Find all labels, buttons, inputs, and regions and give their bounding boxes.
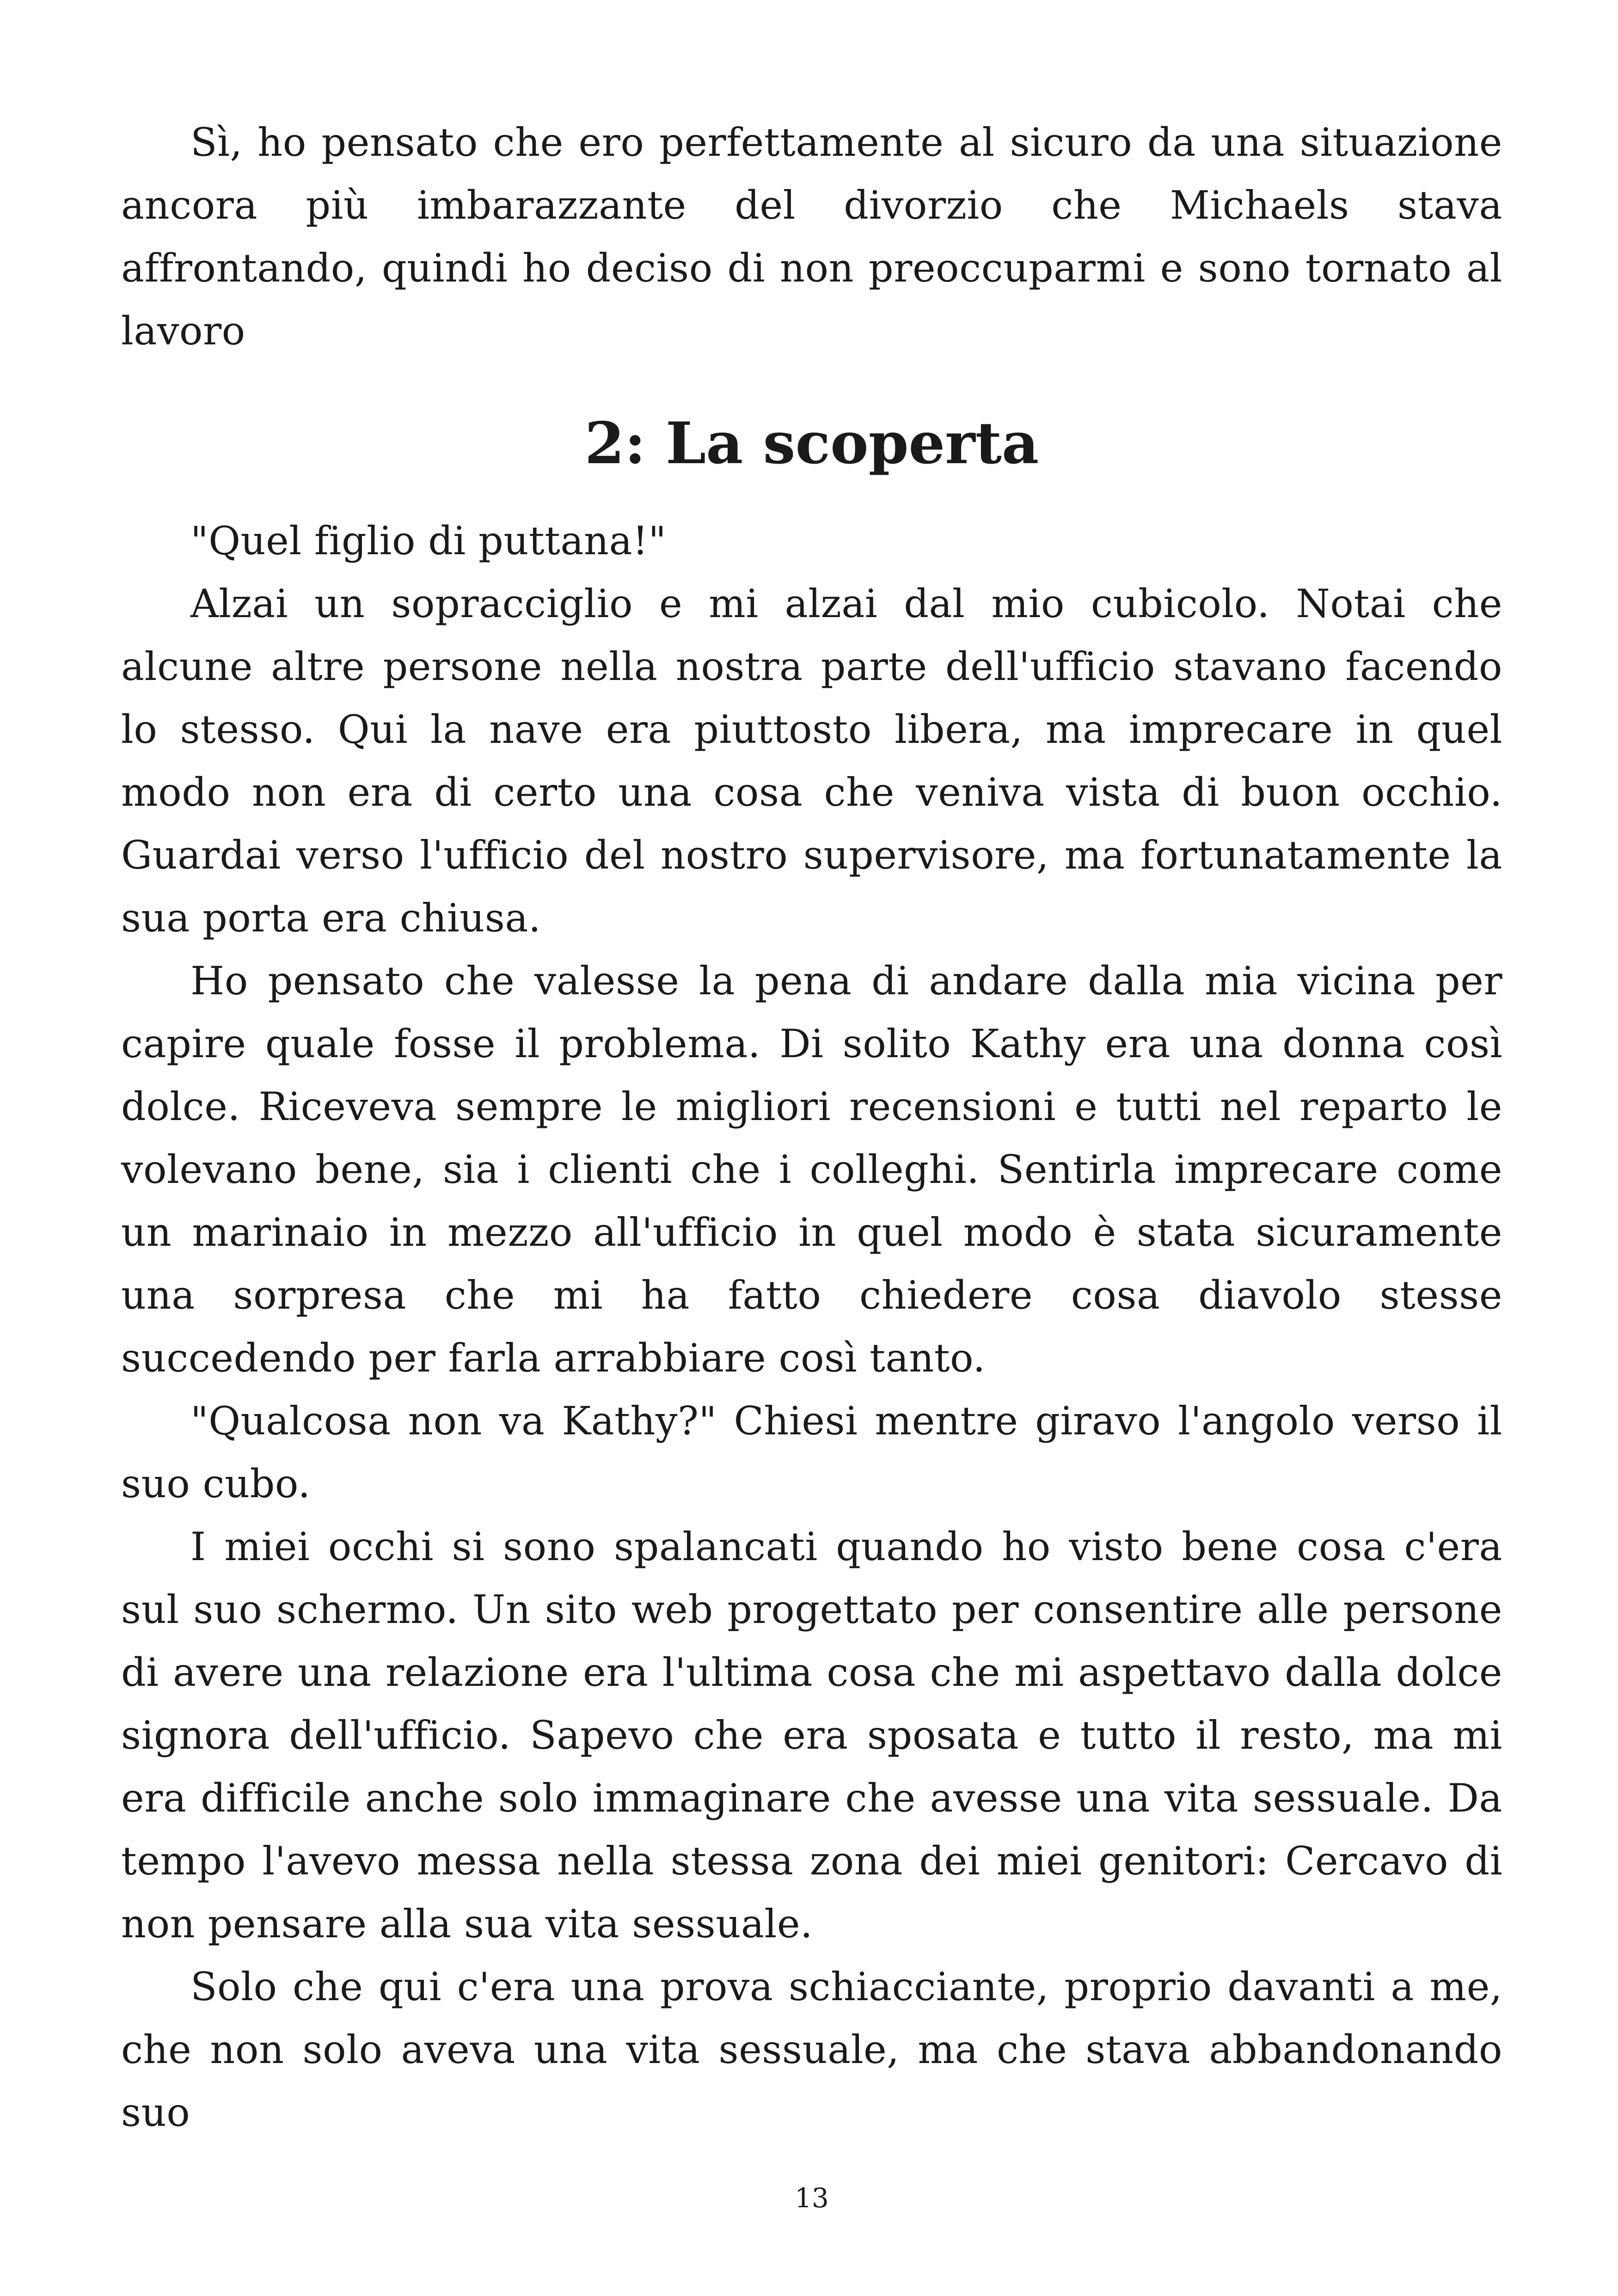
paragraph: "Qualcosa non va Kathy?" Chiesi mentre giravo l'angolo verso il suo cubo. [121,1398,1502,1506]
page-number: 13 [795,2182,829,2214]
paragraph: Ho pensato che valesse la pena di andare dalla mia vicina per capire quale fosse il problema. Di solito Kathy era una donna così dolce. Riceveva sempre le migliori recensioni e tutti nel reparto le volevano bene, sia i clienti che i colleghi. Sentirla imprecare come un marinaio in mezzo all'ufficio in quel modo è stata sicuramente una sorpresa che mi ha fatto chiedere cosa diavolo stesse succedendo per farla arrabbiare così tanto. [121,958,1502,1381]
book-page [121,0,1502,2296]
paragraph: I miei occhi si sono spalancati quando ho visto bene cosa c'era sul suo schermo. Un sito web progettato per consentire alle persone di avere una relazione era l'ultima cosa che mi aspettavo dalla dolce signora dell'ufficio. Sapevo che era sposata e tutto il resto, ma mi era difficile anche solo immaginare che avesse una vita sessuale. Da tempo l'avevo messa nella stessa zona dei miei genitori: Cercavo di non pensare alla sua vita sessuale. [121,1524,1502,1947]
chapter-body [121,509,1502,2144]
intro-paragraph: Sì, ho pensato che ero perfettamente al sicuro da una situazione ancora più imbarazzante del divorzio che Michaels stava affrontando, quindi ho deciso di non preoccuparmi e sono tornato al lavoro [121,120,1502,354]
paragraph: Solo che qui c'era una prova schiacciante, proprio davanti a me, che non solo aveva una vita sessuale, ma che stava abbandonando suo [121,1964,1502,2135]
chapter-title: 2: La scoperta [584,410,1039,477]
paragraph: Alzai un sopracciglio e mi alzai dal mio cubicolo. Notai che alcune altre persone nella nostra parte dell'ufficio stavano facendo lo stesso. Qui la nave era piuttosto libera, ma imprecare in quel modo non era di certo una cosa che veniva vista di buon occhio. Guardai verso l'ufficio del nostro supervisore, ma fortunatamente la sua porta era chiusa. [121,581,1502,941]
paragraph: "Quel figlio di puttana!" [190,518,667,563]
